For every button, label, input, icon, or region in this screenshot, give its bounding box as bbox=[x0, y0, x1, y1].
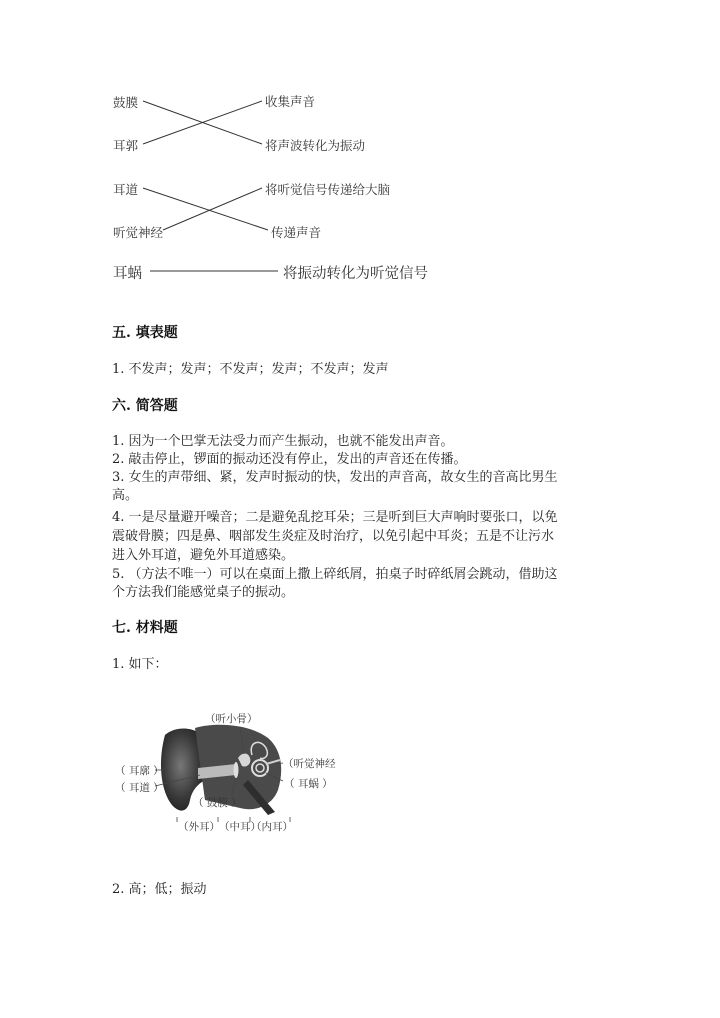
match-right-signal-to-brain: 将听觉信号传递给大脑 bbox=[265, 182, 391, 197]
label-eardrum: （ 鼓膜 ） bbox=[193, 797, 242, 809]
match-right-transmit-sound: 传递声音 bbox=[271, 225, 322, 240]
label-ossicles: （听小骨） bbox=[205, 713, 258, 725]
section-7-item-1: 1. 如下： bbox=[112, 657, 168, 672]
label-pinna: （ 耳廓 ） bbox=[115, 765, 164, 777]
section-6-line: 5. （方法不唯一）可以在桌面上撒上碎纸屑，拍桌子时碎纸屑会跳动，借助这 bbox=[112, 567, 558, 582]
label-ear-canal: （ 耳道 ） bbox=[115, 782, 164, 794]
label-auditory-nerve: （听觉神经 bbox=[283, 758, 336, 770]
section-6-line: 个方法我们能感觉桌子的振动。 bbox=[112, 585, 295, 600]
eardrum-shape bbox=[234, 762, 239, 778]
section-6-title: 六. 简答题 bbox=[112, 398, 178, 414]
section-6-line: 4. 一是尽量避开噪音；二是避免乱挖耳朵；三是听到巨大声响时要张口，以免 bbox=[112, 510, 558, 525]
label-inner-ear: （内耳） bbox=[251, 821, 293, 833]
section-6-line: 1. 因为一个巴掌无法受力而产生振动，也就不能发出声音。 bbox=[112, 434, 454, 449]
label-cochlea: （ 耳蜗 ） bbox=[284, 778, 333, 790]
match-left-cochlea: 耳蜗 bbox=[113, 266, 142, 282]
label-middle-ear: （中耳） bbox=[219, 821, 261, 833]
label-outer-ear: （外耳） bbox=[178, 821, 220, 833]
match-left-pinna: 耳郭 bbox=[113, 138, 139, 153]
section-7-item-2: 2. 高；低；振动 bbox=[112, 882, 207, 897]
match-left-auditory-nerve: 听觉神经 bbox=[113, 225, 164, 240]
match-left-eardrum: 鼓膜 bbox=[113, 95, 139, 110]
section-6-line: 高。 bbox=[112, 488, 139, 503]
section-5-answer: 1. 不发声；发声；不发声；发声；不发声；发声 bbox=[112, 362, 389, 377]
section-7-title: 七. 材料题 bbox=[112, 620, 178, 636]
section-6-line: 进入外耳道，避免外耳道感染。 bbox=[112, 548, 295, 563]
section-6-line: 3. 女生的声带细、紧，发声时振动的快，发出的声音高，故女生的音高比男生 bbox=[112, 470, 558, 485]
section-5-title: 五. 填表题 bbox=[112, 325, 178, 341]
match-right-collect-sound: 收集声音 bbox=[265, 94, 316, 109]
match-right-vibration-to-signal: 将振动转化为听觉信号 bbox=[283, 266, 428, 282]
section-6-line: 2. 敲击停止，锣面的振动还没有停止，发出的声音还在传播。 bbox=[112, 452, 467, 467]
match-right-wave-to-vibration: 将声波转化为振动 bbox=[265, 138, 366, 153]
match-left-ear-canal: 耳道 bbox=[113, 182, 139, 197]
section-6-line: 震破骨膜；四是鼻、咽部发生炎症及时治疗，以免引起中耳炎；五是不让污水 bbox=[112, 529, 555, 544]
